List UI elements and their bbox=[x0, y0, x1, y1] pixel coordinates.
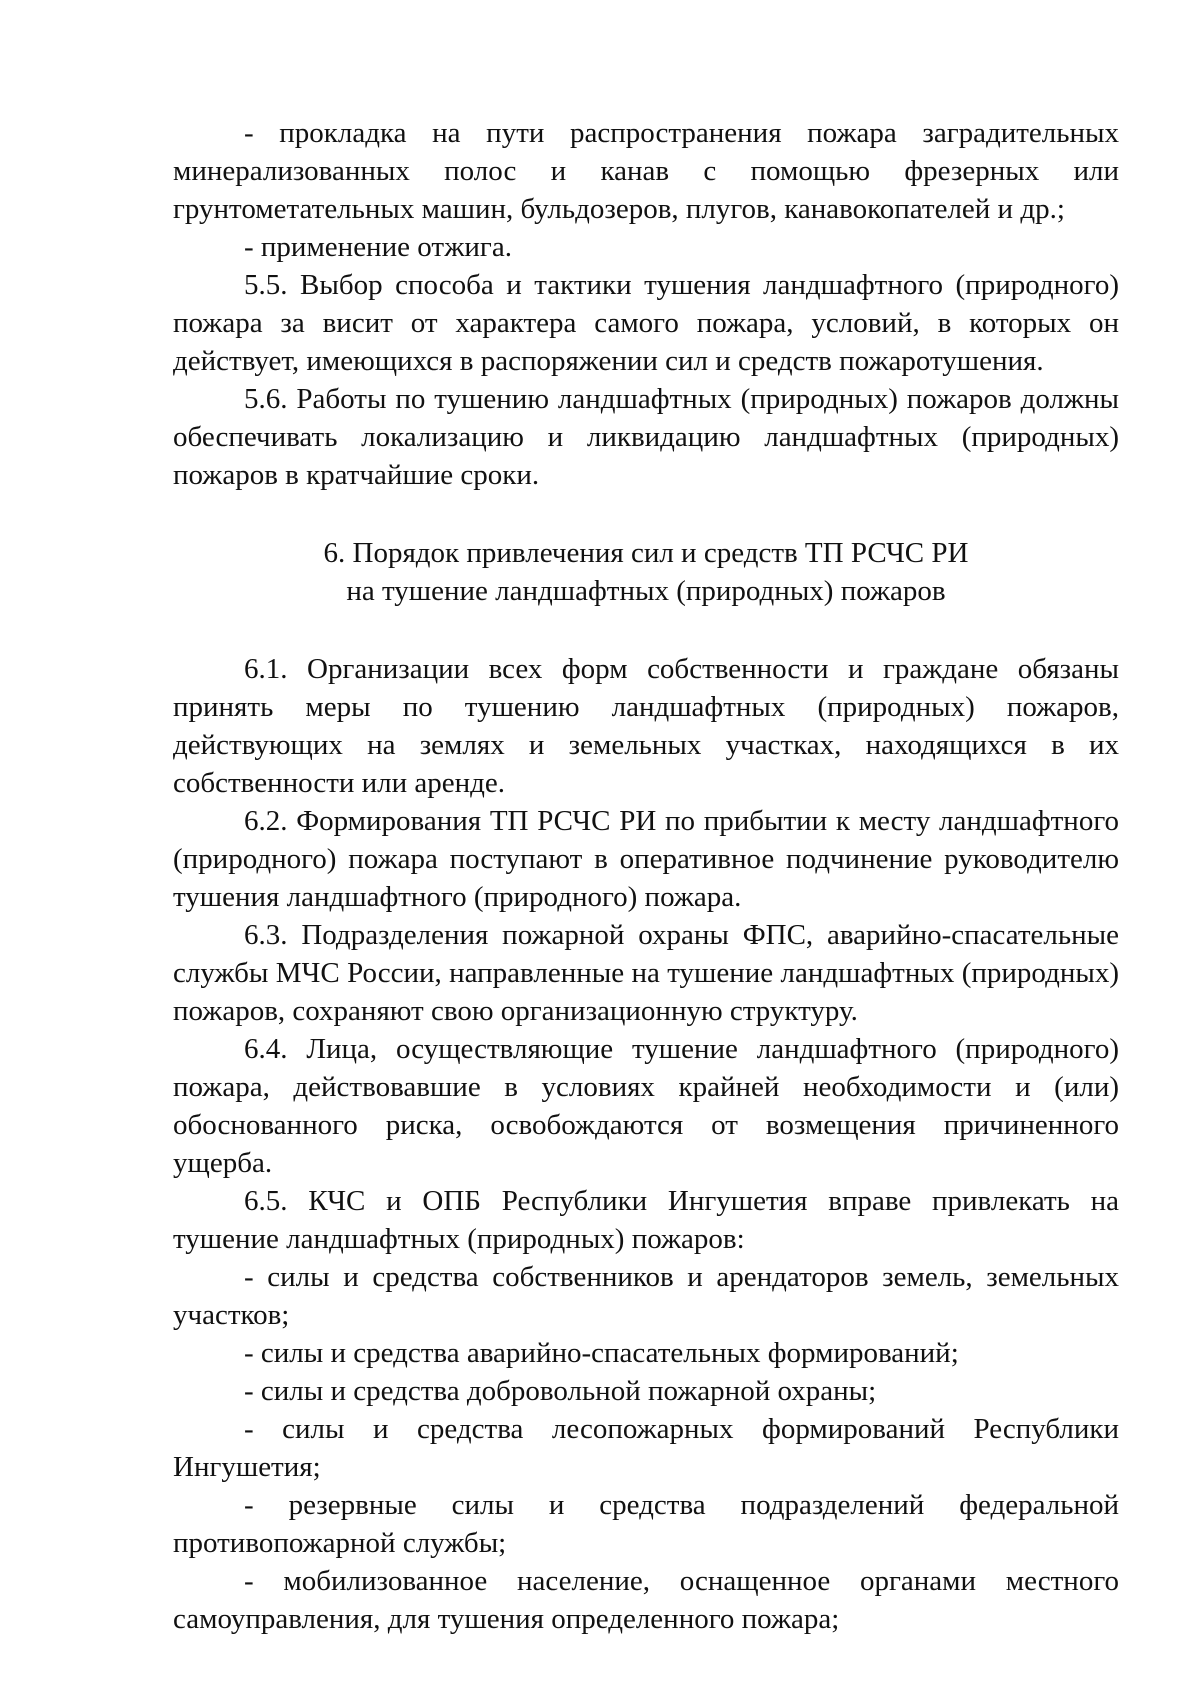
paragraph-6-2: 6.2. Формирования ТП РСЧС РИ по прибытии к месту ландшафтного (природного) пожара поступают в оперативное подчинение руководителю тушения ландшафтного (природного) пожара. bbox=[173, 805, 1119, 913]
list-item-volunteer-fire: - силы и средства добровольной пожарной охраны; bbox=[244, 1375, 877, 1407]
paragraph-5-6: 5.6. Работы по тушению ландшафтных (природных) пожаров должны обеспечивать локализацию и ликвидацию ландшафтных (природных) пожаров в кратчайшие сроки. bbox=[173, 383, 1119, 491]
paragraph-6-4: 6.4. Лица, осуществляющие тушение ландшафтного (природного) пожара, действовавшие в условиях крайней необходимости и (или) обоснованного риска, освобождаются от возмещения причиненного ущерба. bbox=[173, 1033, 1119, 1179]
document-body bbox=[173, 114, 1119, 1638]
paragraph-barrier-strips: - прокладка на пути распространения пожара заградительных минерализованных полос и канав с помощью фрезерных или грунтометательных машин, бульдозеров, плугов, канавокопателей и др.; bbox=[173, 117, 1119, 225]
paragraph-5-5: 5.5. Выбор способа и тактики тушения ландшафтного (природного) пожара за висит от характера самого пожара, условий, в которых он действует, имеющихся в распоряжении сил и средств пожаротушения. bbox=[173, 269, 1119, 377]
list-item-forest-fire-units: - силы и средства лесопожарных формирований Республики Ингушетия; bbox=[173, 1413, 1119, 1483]
list-item-owners-forces: - силы и средства собственников и арендаторов земель, земельных участков; bbox=[173, 1261, 1119, 1331]
list-item-rescue-forces: - силы и средства аварийно-спасательных формирований; bbox=[244, 1337, 959, 1369]
list-item-federal-reserve: - резервные силы и средства подразделений федеральной противопожарной службы; bbox=[173, 1489, 1119, 1559]
list-item-mobilized-population: - мобилизованное население, оснащенное органами местного самоуправления, для тушения определенного пожара; bbox=[173, 1565, 1119, 1635]
section-6-heading-line-2: на тушение ландшафтных (природных) пожаров bbox=[346, 575, 946, 607]
section-6-heading bbox=[173, 534, 1119, 610]
paragraph-6-3: 6.3. Подразделения пожарной охраны ФПС, аварийно-спасательные службы МЧС России, направленные на тушение ландшафтных (природных) пожаров, сохраняют свою организационную структуру. bbox=[173, 919, 1119, 1027]
paragraph-backfire: - применение отжига. bbox=[244, 231, 512, 263]
section-6-heading-line-1: 6. Порядок привлечения сил и средств ТП РСЧС РИ bbox=[323, 537, 969, 569]
paragraph-6-5: 6.5. КЧС и ОПБ Республики Ингушетия вправе привлекать на тушение ландшафтных (природных) пожаров: bbox=[173, 1185, 1119, 1255]
paragraph-6-1: 6.1. Организации всех форм собственности и граждане обязаны принять меры по тушению ландшафтных (природных) пожаров, действующих на землях и земельных участках, находящихся в их собственности или аренде. bbox=[173, 653, 1119, 799]
